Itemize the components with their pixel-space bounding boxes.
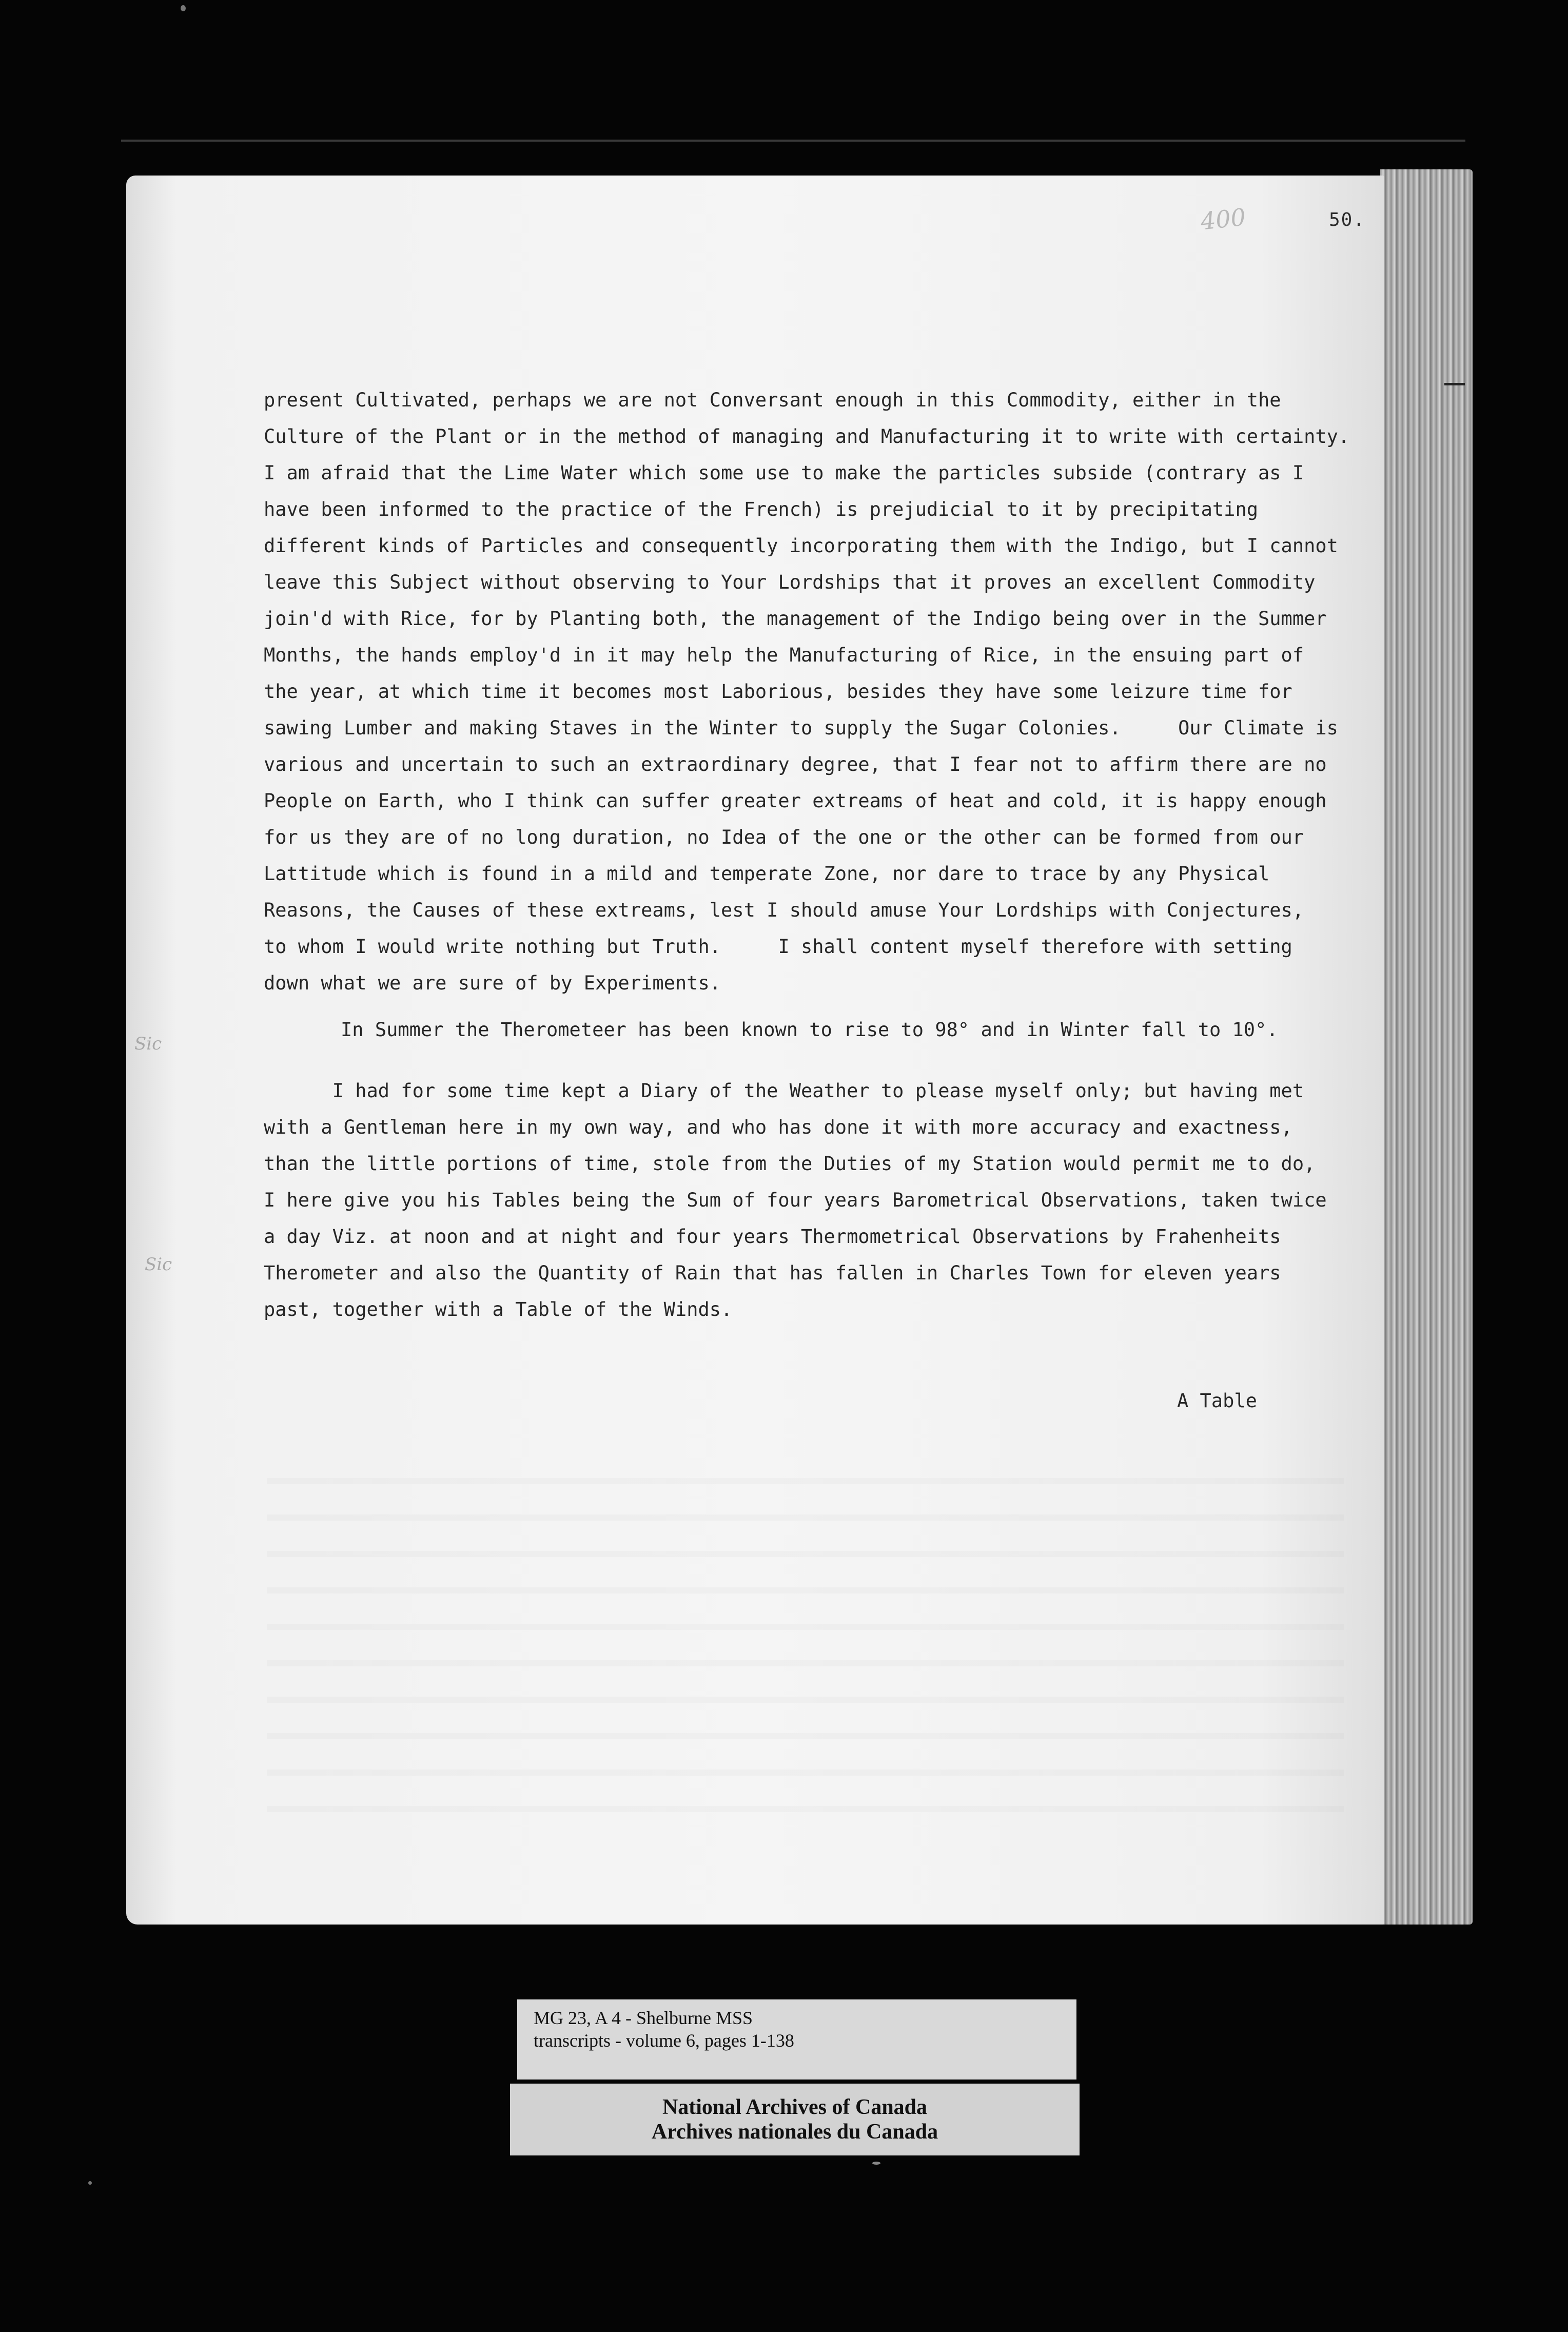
text-line: various and uncertain to such an extraordinary degree, that I fear not to affirm there are no (264, 753, 1327, 775)
margin-note: Sic (134, 1034, 162, 1054)
bleed-through-text (267, 1463, 1344, 1822)
text-line: I here give you his Tables being the Sum of four years Barometrical Observations, taken twice (264, 1189, 1327, 1211)
text-line: join'd with Rice, for by Planting both, the management of the Indigo being over in the Summer (264, 608, 1327, 630)
text-line: for us they are of no long duration, no Idea of the one or the other can be formed from our (264, 826, 1304, 848)
text-line: Reasons, the Causes of these extreams, lest I should amuse Your Lordships with Conjectures, (264, 899, 1304, 921)
handwritten-folio-number: 400 (1199, 203, 1247, 236)
text-line: have been informed to the practice of the French) is prejudicial to it by precipitating (264, 498, 1259, 520)
temperature-paragraph: In Summer the Therometeer has been known to rise to 98° and in Winter fall to 10°. (341, 1019, 1278, 1041)
text-line: different kinds of Particles and consequently incorporating them with the Indigo, but I cannot (264, 535, 1338, 557)
text-line: Months, the hands employ'd in it may help the Manufacturing of Rice, in the ensuing part of (264, 644, 1304, 666)
film-speck (872, 2162, 880, 2165)
text-line: People on Earth, who I think can suffer greater extreams of heat and cold, it is happy enough (264, 790, 1327, 812)
reference-label (517, 1999, 1076, 2080)
body-text-block-2 (264, 1073, 1341, 1328)
text-line: Therometer and also the Quantity of Rain that has fallen in Charles Town for eleven years (264, 1262, 1281, 1284)
body-text-block-1 (264, 382, 1350, 1001)
text-line: past, together with a Table of the Winds. (264, 1298, 733, 1320)
text-line: than the little portions of time, stole from the Duties of my Station would permit me to do, (264, 1153, 1316, 1175)
text-line: I had for some time kept a Diary of the Weather to please myself only; but having met (264, 1080, 1304, 1102)
margin-note: Sic (145, 1254, 172, 1275)
text-line: leave this Subject without observing to Your Lordships that it proves an excellent Commodity (264, 571, 1316, 593)
text-line: the year, at which time it becomes most Laborious, besides they have some leizure time for (264, 681, 1292, 703)
reference-line: MG 23, A 4 - Shelburne MSS (534, 2008, 753, 2028)
text-line: I am afraid that the Lime Water which some use to make the particles subside (contrary as I (264, 462, 1304, 484)
film-speck (88, 2181, 92, 2185)
text-line: down what we are sure of by Experiments. (264, 972, 721, 994)
catchword: A Table (1177, 1390, 1257, 1412)
archive-name-english: National Archives of Canada (662, 2095, 928, 2119)
stacked-page-edges (1380, 169, 1473, 1925)
text-line: to whom I would write nothing but Truth. I shall content myself therefore with setting (264, 936, 1292, 958)
page-number: 50. (1329, 209, 1366, 230)
text-line: with a Gentleman here in my own way, and who has done it with more accuracy and exactness, (264, 1116, 1292, 1138)
archive-name-french: Archives nationales du Canada (651, 2120, 938, 2144)
archive-label (510, 2084, 1080, 2155)
text-line: Lattitude which is found in a mild and temperate Zone, nor dare to trace by any Physical (264, 863, 1270, 885)
text-line: present Cultivated, perhaps we are not Conversant enough in this Commodity, either in the (264, 389, 1281, 411)
text-line: sawing Lumber and making Staves in the Winter to supply the Sugar Colonies. Our Climate is (264, 717, 1338, 739)
film-speck (181, 5, 186, 11)
reference-line: transcripts - volume 6, pages 1-138 (534, 2030, 794, 2051)
text-line: a day Viz. at noon and at night and four years Thermometrical Observations by Frahenheits (264, 1226, 1281, 1248)
page-edge-tick (1444, 383, 1465, 385)
text-line: Culture of the Plant or in the method of managing and Manufacturing it to write with certainty. (264, 425, 1350, 448)
film-frame-line (121, 140, 1465, 142)
